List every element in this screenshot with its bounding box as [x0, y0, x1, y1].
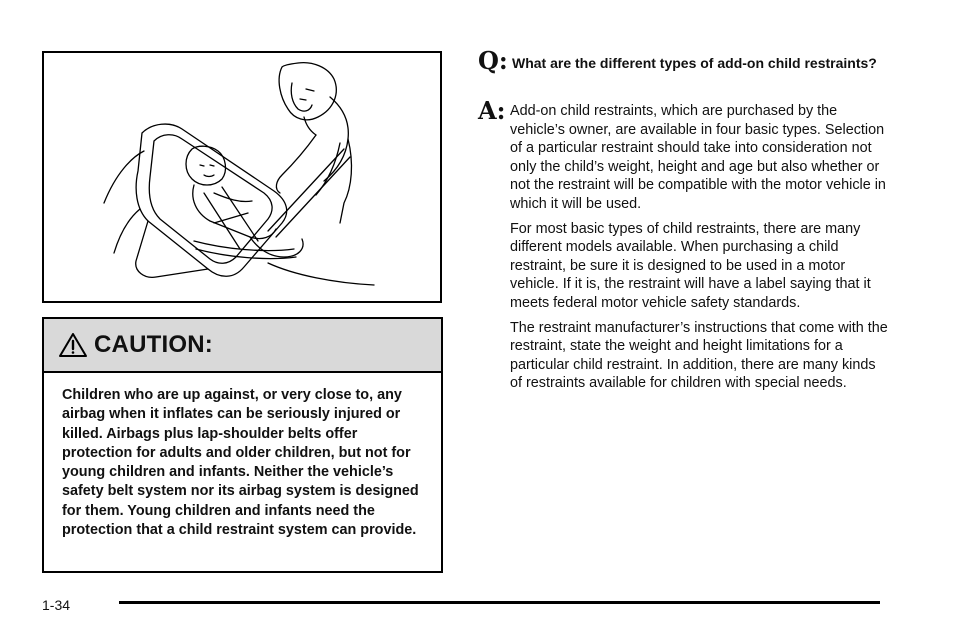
footer-divider [119, 601, 880, 604]
child-seat-drawing [44, 53, 440, 301]
page-number: 1-34 [42, 597, 71, 613]
child-seat-illustration [42, 51, 442, 303]
answer-text [510, 96, 888, 393]
answer-paragraph: The restraint manufacturer’s instructions that come with the restraint, state the weight and height limitations for a particular child restraint. In addition, there are many kinds of restraints available for children with special needs. [510, 319, 888, 392]
woman-hair [279, 63, 336, 120]
woman-face [291, 83, 312, 111]
child-arm [214, 193, 252, 202]
car-seat-inner [149, 135, 272, 264]
child-head [186, 146, 225, 185]
answer-paragraph: Add-on child restraints, which are purchased by the vehicle’s owner, are available in four basic types. Selection of a particular restraint should take into consideration not only the child’s weight, height and age but also whether or not the restraint will be compatible with the motor vehicle in which it will be used. [510, 103, 886, 212]
warning-triangle-icon [58, 332, 88, 358]
answer-paragraph: For most basic types of child restraints, there are many different models available. When purchasing a child restraint, be sure it is designed to be used in a motor vehicle. If it is, the restraint will have a label saying that it meets federal motor vehicle safety standards. [510, 220, 871, 311]
vehicle-seat-cushion [268, 263, 374, 285]
caution-text: Children who are up against, or very close to, any airbag when it inflates can be seriously injured or killed. Airbags plus lap-shoulder belts offer protection for adults and older children, but not for young children and infants. Neither the vehicle’s safety belt system nor its airbag system is designed for them. Young children and infants need the protection that a child restraint system can provide. [62, 387, 419, 539]
answer-block [478, 96, 888, 399]
question-block [478, 46, 888, 75]
caution-header [44, 319, 441, 373]
seat-belt-lap [194, 241, 296, 259]
woman-arm [276, 135, 316, 193]
answer-mark-label: A: [478, 96, 506, 125]
caution-box [42, 317, 443, 573]
question-text: What are the different types of add-on child restraints? [512, 55, 877, 71]
question-mark-label: Q: [478, 46, 508, 75]
caution-title: CAUTION: [94, 331, 213, 358]
